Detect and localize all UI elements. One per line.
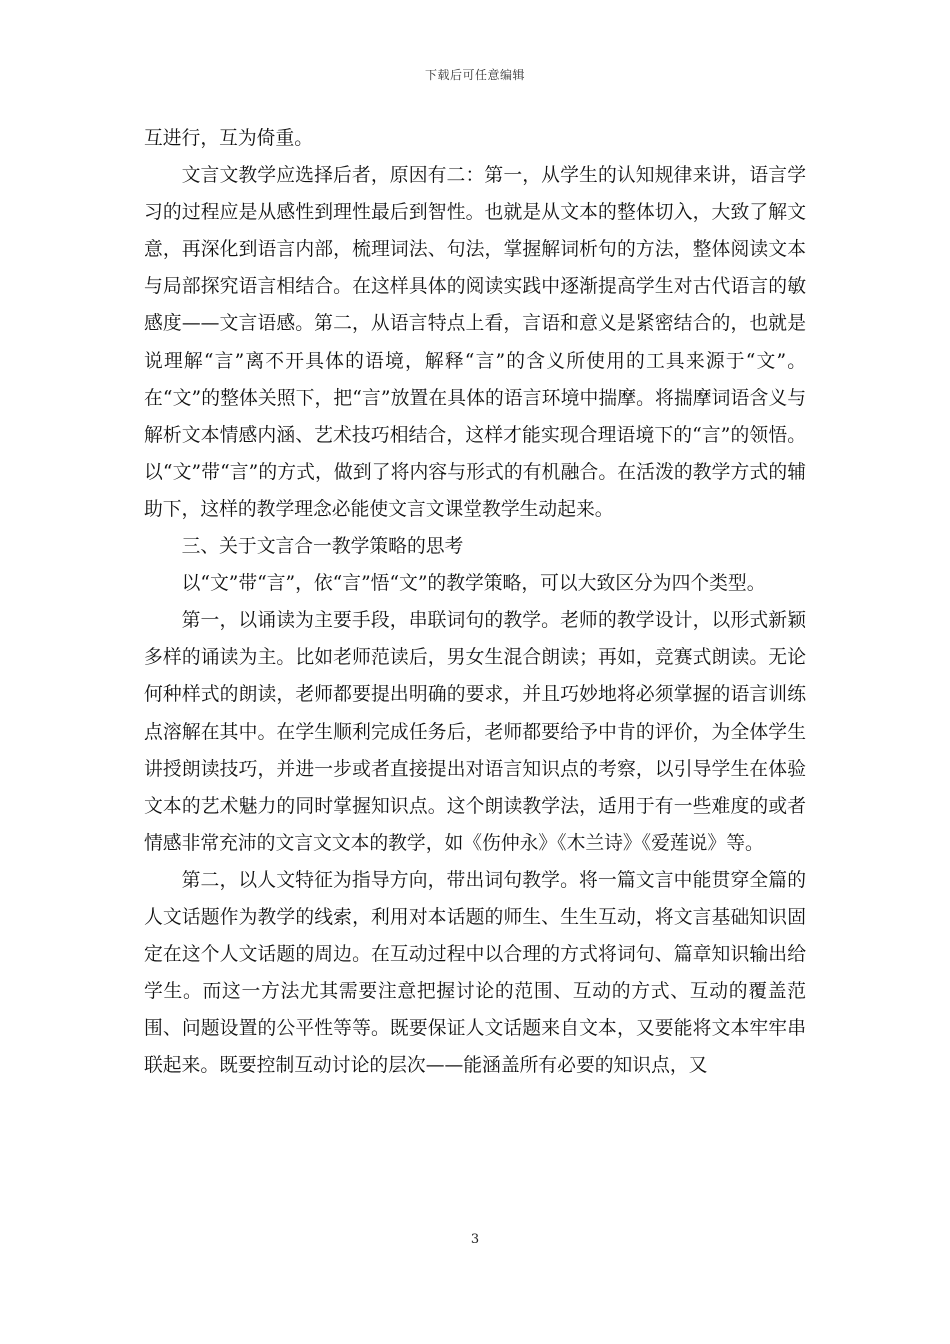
page-header-note: 下载后可任意编辑	[424, 68, 525, 82]
document-body	[144, 120, 806, 1084]
paragraph-continuation: 互进行，互为倚重。	[144, 128, 314, 149]
section-heading: 三、关于文言合一教学策略的思考	[181, 536, 464, 558]
paragraph: 第一，以诵读为主要手段，串联词句的教学。老师的教学设计，以形式新颖多样的诵读为主。比如老师范读后，男女生混合朗读；再如，竞赛式朗读。无论何种样式的朗读，老师都要提出明确的要求，并且巧妙地将必须掌握的语言训练点溶解在其中。在学生顺利完成任务后，老师都要给予中肯的评价，为全体学生讲授朗读技巧，并进一步或者直接提出对语言知识点的考察，以引导学生在体验文本的艺术魅力的同时掌握知识点。这个朗读教学法，适用于有一些难度的或者情感非常充沛的文言文文本的教学，如《伤仲永》《木兰诗》《爱莲说》等。	[144, 610, 806, 854]
paragraph: 以“文”带“言”，依“言”悟“文”的教学策略，可以大致区分为四个类型。	[181, 573, 766, 595]
paragraph: 文言文教学应选择后者，原因有二：第一，从学生的认知规律来讲，语言学习的过程应是从感性到理性最后到智性。也就是从文本的整体切入，大致了解文意，再深化到语言内部，梳理词法、句法，掌握解词析句的方法，整体阅读文本与局部探究语言相结合。在这样具体的阅读实践中逐渐提高学生对古代语言的敏感度——文言语感。第二，从语言特点上看，言语和意义是紧密结合的，也就是说理解“言”离不开具体的语境，解释“言”的含义所使用的工具来源于“文”。在“文”的整体关照下，把“言”放置在具体的语言环境中揣摩。将揣摩词语含义与解析文本情感内涵、艺术技巧相结合，这样才能实现合理语境下的“言”的领悟。以“文”带“言”的方式，做到了将内容与形式的有机融合。在活泼的教学方式的辅助下，这样的教学理念必能使文言文课堂教学生动起来。	[144, 165, 806, 520]
page-number: 3	[470, 1232, 480, 1247]
paragraph: 第二，以人文特征为指导方向，带出词句教学。将一篇文言中能贯穿全篇的人文话题作为教学的线索，利用对本话题的师生、生生互动，将文言基础知识固定在这个人文话题的周边。在互动过程中以合理的方式将词句、篇章知识输出给学生。而这一方法尤其需要注意把握讨论的范围、互动的方式、互动的覆盖范围、问题设置的公平性等等。既要保证人文话题来自文本，又要能将文本牢牢串联起来。既要控制互动讨论的层次——能涵盖所有必要的知识点，又	[144, 869, 806, 1077]
